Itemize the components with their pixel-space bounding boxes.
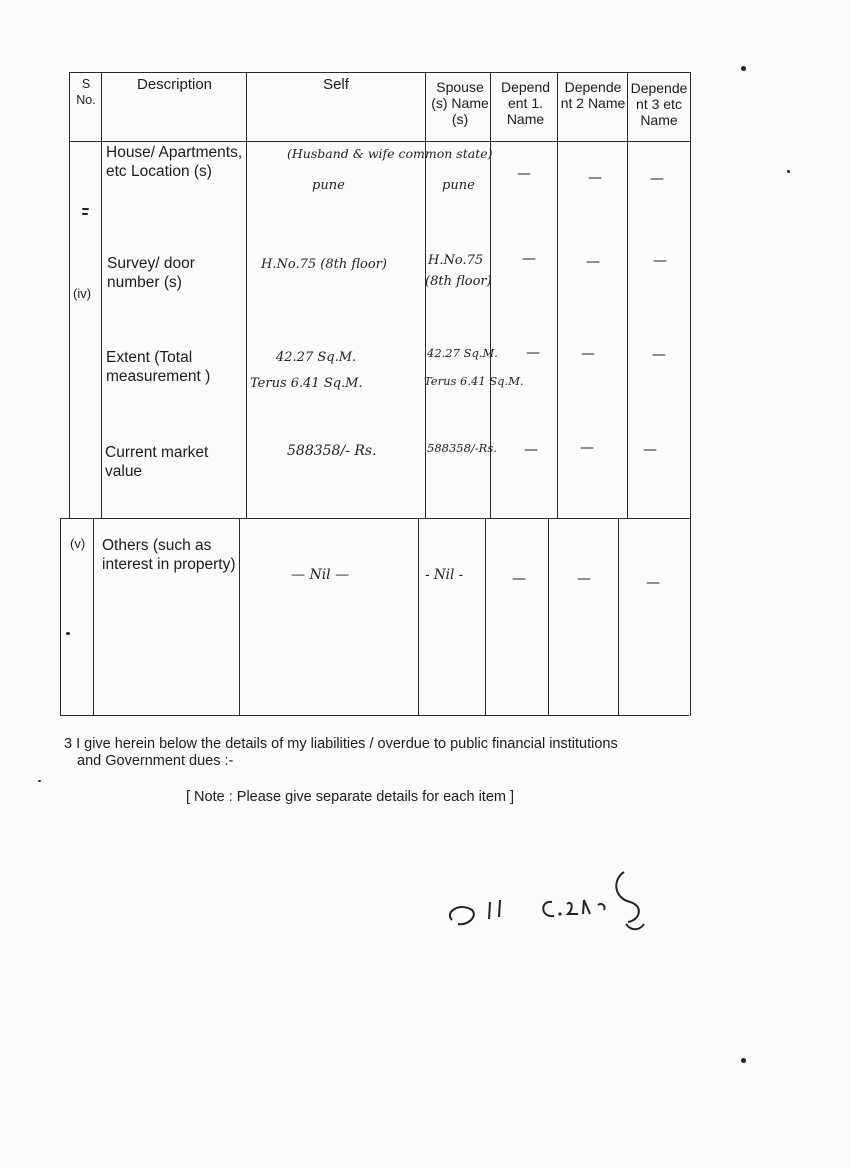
header-sno: S No. <box>76 77 96 107</box>
row-door-spouse-line2: (8th floor) <box>425 274 492 289</box>
col-divider-self <box>425 72 426 518</box>
header-spouse: Spouse (s) Name (s) <box>431 79 489 127</box>
scan-speck <box>741 66 746 71</box>
row-value-dep2: — <box>580 440 594 456</box>
table-border-top <box>69 72 690 73</box>
table-header-divider <box>69 141 691 142</box>
table-border-left <box>69 72 70 518</box>
row-location-self: pune <box>312 178 345 193</box>
row-location-description: House/ Apartments, etc Location (s) <box>106 144 243 180</box>
section-iv-number: (iv) <box>73 286 92 301</box>
header-dependent-1: Depend ent 1. Name <box>500 79 551 127</box>
header-dependent-2: Depende nt 2 Name <box>560 79 626 111</box>
row-extent-spouse-line1: 42.27 Sq.M. <box>427 346 498 360</box>
row-location-dep3: — <box>650 171 664 187</box>
row-value-self: 588358/- Rs. <box>287 443 377 459</box>
table-border-bottom <box>60 715 689 716</box>
col-divider-dep2 <box>627 72 628 518</box>
col-divider-sno <box>101 72 102 518</box>
section-v-spouse: - Nil - <box>425 567 464 583</box>
col-divider-dep1 <box>557 72 558 518</box>
row-extent-dep1: — <box>526 345 540 361</box>
scan-speck <box>66 632 70 635</box>
col-divider-dep1-lower <box>548 518 549 716</box>
row-extent-dep2: — <box>581 346 595 362</box>
table-border-left-lower <box>60 518 61 716</box>
scan-speck <box>787 170 790 173</box>
section-v-dep2: — <box>577 571 591 587</box>
liabilities-paragraph-line1: 3 I give herein below the details of my liabilities / overdue to public financial institutions <box>64 736 618 752</box>
scan-speck <box>38 780 41 782</box>
row-door-dep2: — <box>586 254 600 270</box>
row-extent-description: Extent (Total measurement ) <box>106 349 211 385</box>
col-divider-description <box>246 72 247 518</box>
row-location-dep1: — <box>517 166 531 182</box>
scan-speck <box>82 208 89 210</box>
col-divider-description-lower <box>239 518 240 716</box>
row-value-description: Current market value <box>105 444 209 480</box>
section-v-dep3: — <box>646 575 660 591</box>
row-value-dep1: — <box>524 442 538 458</box>
table-section-divider <box>60 518 690 519</box>
scan-speck <box>741 1058 746 1063</box>
scan-speck <box>82 213 88 215</box>
section-v-dep1: — <box>512 571 526 587</box>
section-v-self: — Nil — <box>291 567 350 583</box>
row-location-spouse: pune <box>442 178 475 193</box>
row-door-spouse-line1: H.No.75 <box>428 253 484 268</box>
header-self: Self <box>323 76 349 93</box>
header-dependent-3: Depende nt 3 etc Name <box>630 80 688 128</box>
row-door-description: Survey/ door number (s) <box>107 255 195 291</box>
section-v-description: Others (such as interest in property) <box>102 537 236 573</box>
signature-image <box>440 862 660 937</box>
header-description: Description <box>136 76 213 93</box>
col-divider-spouse-lower <box>485 518 486 716</box>
row-location-dep2: — <box>588 170 602 186</box>
row-extent-spouse-line2: Terus 6.41 Sq.M. <box>424 374 524 388</box>
separate-details-note: [ Note : Please give separate details for each item ] <box>186 789 515 805</box>
row-door-self: H.No.75 (8th floor) <box>261 257 387 272</box>
row-value-dep3: — <box>643 442 657 458</box>
col-divider-dep2-lower <box>618 518 619 716</box>
table-border-right <box>690 72 691 716</box>
liabilities-paragraph-line2: and Government dues :- <box>77 753 234 769</box>
row-door-dep3: — <box>653 253 667 269</box>
row-extent-self-line2: Terus 6.41 Sq.M. <box>250 376 363 391</box>
col-divider-sno-lower <box>93 518 94 716</box>
row-extent-self-line1: 42.27 Sq.M. <box>276 350 357 365</box>
col-divider-self-lower <box>418 518 419 716</box>
row-value-spouse: 588358/-Rs. <box>427 441 497 455</box>
row-extent-dep3: — <box>652 347 666 363</box>
section-iv-common-note: (Husband & wife common state) <box>287 146 493 161</box>
row-door-dep1: — <box>522 251 536 267</box>
section-v-number: (v) <box>70 536 86 551</box>
